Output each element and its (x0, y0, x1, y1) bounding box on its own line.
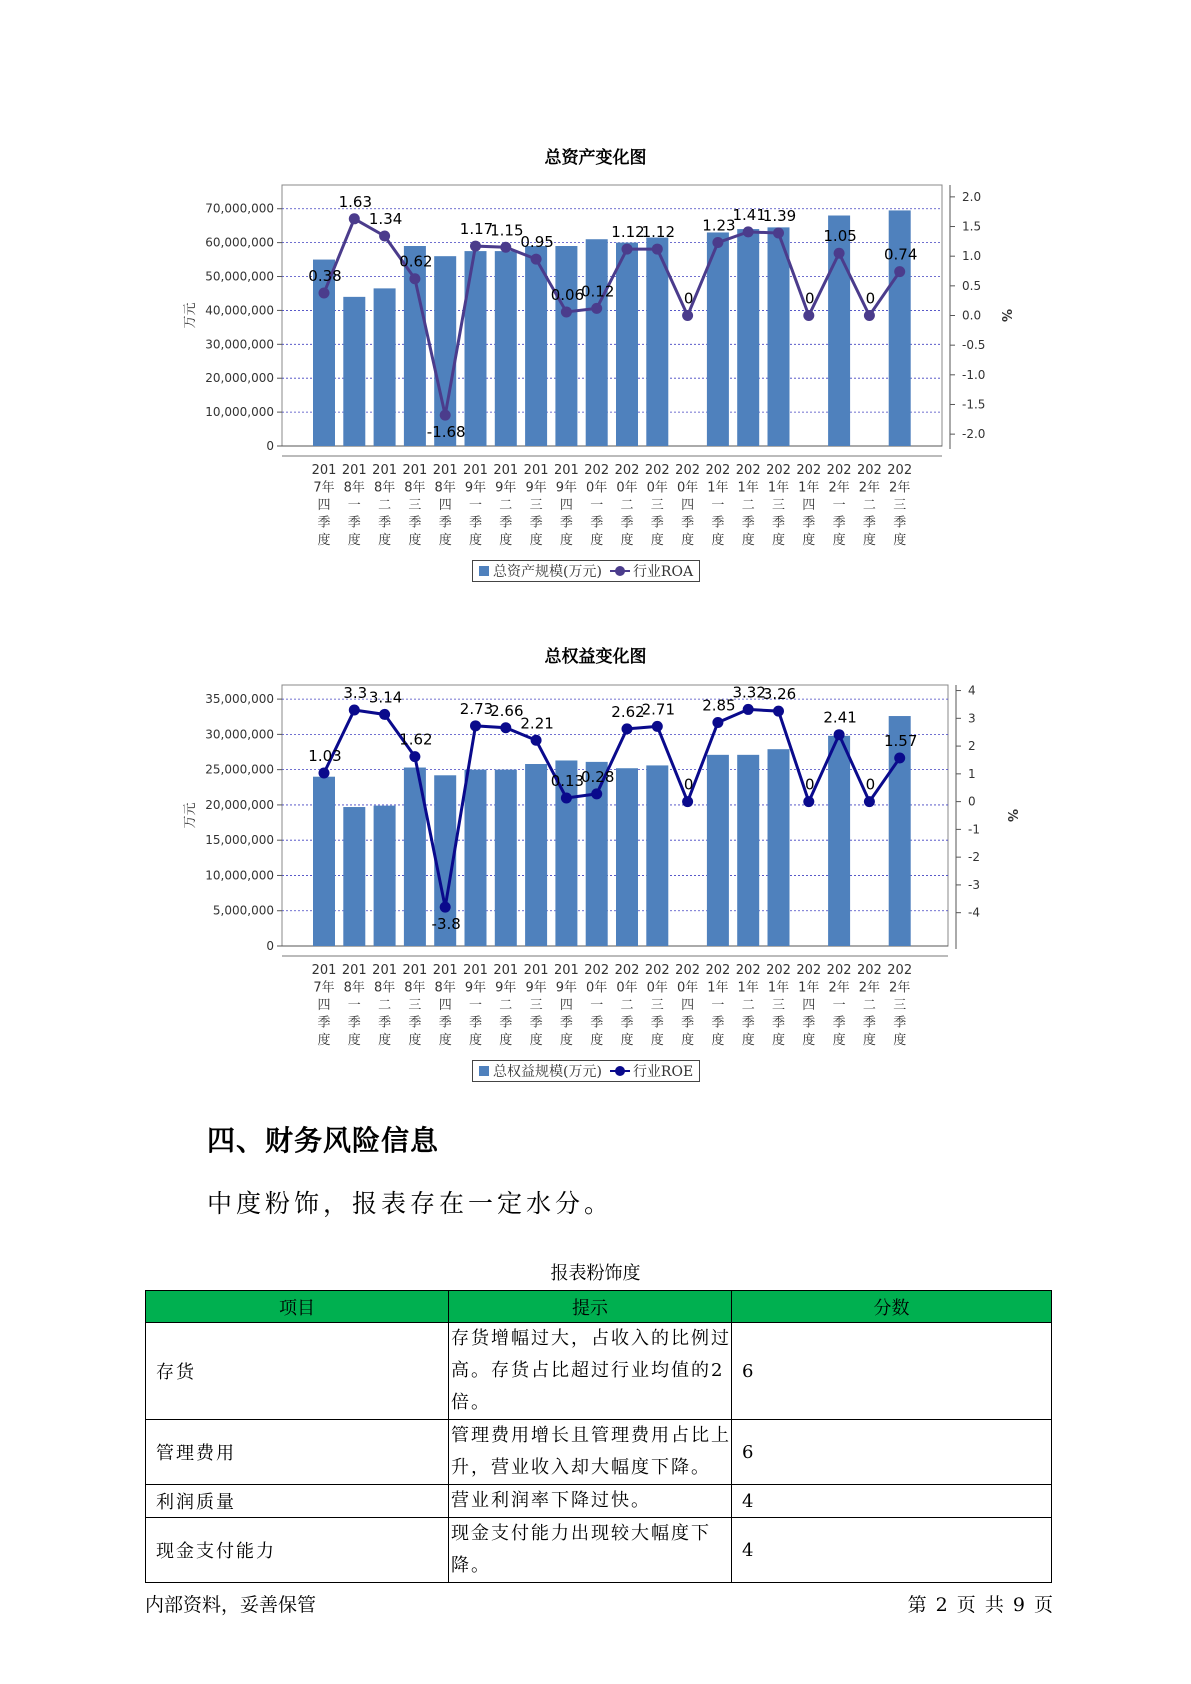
data-label: 1.62 (399, 730, 433, 749)
bar-legend-label: 总资产规模(万元) (493, 564, 602, 580)
data-label: 2.41 (823, 708, 857, 727)
data-label: 1.03 (308, 747, 342, 766)
y2-tick-label: -3 (968, 877, 980, 892)
y-tick-label: 20,000,000 (205, 371, 274, 386)
data-label: 1.17 (459, 220, 494, 239)
bar (495, 251, 517, 446)
data-label: 0 (683, 289, 694, 308)
data-label: 2.21 (520, 714, 554, 733)
line-point (894, 753, 905, 764)
y2-tick-label: -2.0 (962, 427, 986, 442)
line-point (864, 796, 875, 807)
x-tick-label: 202 2年三季度 (887, 463, 913, 548)
row-score: 4 (732, 1518, 1052, 1583)
line-legend-marker (610, 1066, 630, 1076)
data-label: 3.14 (368, 688, 403, 707)
y2-tick-label: 1.5 (962, 219, 982, 234)
line-point (682, 796, 693, 807)
x-tick-label: 201 8年三季度 (402, 463, 428, 548)
row-item: 利润质量 (146, 1485, 449, 1518)
x-tick-label: 202 1年三季度 (766, 463, 791, 548)
y2-tick-label: 1 (968, 766, 976, 781)
line-point (319, 768, 330, 779)
data-label: 2.71 (641, 700, 676, 719)
y-tick-label: 10,000,000 (205, 868, 274, 883)
line-point (561, 793, 572, 804)
x-tick-label: 202 0年一季度 (584, 963, 610, 1048)
y-tick-label: 10,000,000 (205, 405, 274, 420)
x-tick-label: 202 0年三季度 (644, 963, 670, 1048)
data-label: 0.95 (520, 233, 554, 252)
y2-axis-title: % (1004, 808, 1019, 823)
table-caption: 报表粉饰度 (550, 1263, 641, 1284)
bar (646, 765, 668, 946)
bar (768, 227, 790, 446)
header-item: 项目 (146, 1291, 449, 1323)
x-tick-label: 201 7年四季度 (311, 463, 337, 548)
row-hint: 现金支付能力出现较大幅度下降。 (449, 1518, 732, 1583)
x-tick-label: 201 8年一季度 (341, 463, 367, 548)
bar (465, 251, 487, 446)
line-point (409, 273, 420, 284)
x-tick-label: 202 1年二季度 (735, 963, 761, 1048)
x-tick-label: 202 2年三季度 (887, 963, 913, 1048)
data-label: 0 (865, 289, 876, 308)
risk-table (145, 1290, 1052, 1583)
y-tick-label: 40,000,000 (205, 303, 274, 318)
table-row (146, 1485, 1052, 1518)
chart-2-title: 总权益变化图 (544, 647, 647, 667)
data-label: 3.26 (762, 685, 797, 704)
line-point (319, 287, 330, 298)
bar (495, 770, 517, 946)
x-tick-label: 201 9年二季度 (493, 463, 519, 548)
bar (555, 246, 577, 446)
y2-tick-label: 2.0 (962, 189, 982, 204)
bar (707, 755, 729, 946)
x-tick-label: 201 9年一季度 (463, 463, 488, 548)
y2-tick-label: -0.5 (962, 338, 986, 353)
table-header-row (146, 1291, 1052, 1323)
data-label: 1.12 (611, 223, 645, 242)
data-label: 0.38 (308, 266, 342, 285)
y-axis-title: 万元 (183, 302, 198, 329)
total-equity-chart (0, 680, 1191, 1070)
row-item: 现金支付能力 (146, 1518, 449, 1583)
y-axis-title: 万元 (183, 802, 198, 829)
data-label: 2.73 (459, 699, 494, 718)
y-tick-label: 70,000,000 (205, 201, 274, 216)
line-point (894, 266, 905, 277)
x-tick-label: 202 1年三季度 (766, 963, 791, 1048)
bar (616, 768, 638, 946)
line-point (622, 244, 633, 255)
line-point (500, 722, 511, 733)
header-score: 分数 (732, 1291, 1052, 1323)
line-point (500, 242, 511, 253)
line-point (470, 720, 481, 731)
x-tick-label: 201 9年三季度 (523, 963, 549, 1048)
x-tick-label: 201 9年二季度 (493, 963, 519, 1048)
data-label: 0.12 (580, 282, 615, 301)
y2-tick-label: 4 (968, 683, 976, 698)
bar (374, 806, 396, 946)
x-tick-label: 202 0年二季度 (614, 963, 640, 1048)
table-row (146, 1420, 1052, 1485)
bar-legend-label: 总权益规模(万元) (493, 1064, 602, 1080)
line-point (773, 706, 784, 717)
line-point (682, 310, 693, 321)
bar-legend-swatch (479, 566, 489, 576)
data-label: 0.62 (399, 252, 433, 271)
x-tick-label: 202 0年四季度 (675, 463, 701, 548)
data-label: 0 (805, 289, 815, 308)
line-point (379, 231, 390, 242)
x-tick-label: 201 8年一季度 (341, 963, 367, 1048)
line-legend-label: 行业ROA (632, 564, 694, 580)
x-tick-label: 202 0年一季度 (584, 463, 610, 548)
bar (525, 764, 547, 946)
data-label: 1.63 (338, 192, 373, 211)
y2-tick-label: -1.0 (962, 367, 986, 382)
x-tick-label: 202 1年一季度 (705, 463, 731, 548)
x-tick-label: 201 9年一季度 (463, 963, 488, 1048)
bar (374, 288, 396, 446)
line-legend-marker (610, 566, 630, 576)
bar (616, 243, 638, 446)
data-label: 1.12 (641, 223, 676, 242)
footer-page-number: 第 2 页 共 9 页 (907, 1594, 1053, 1616)
x-tick-label: 202 2年二季度 (856, 963, 882, 1048)
bar (889, 716, 911, 946)
x-tick-label: 202 2年一季度 (826, 963, 852, 1048)
x-tick-label: 202 1年一季度 (705, 963, 731, 1048)
x-tick-label: 202 1年四季度 (796, 463, 822, 548)
row-hint: 存货增幅过大，占收入的比例过高。存货占比超过行业均值的2倍。 (449, 1323, 732, 1420)
chart-2-legend (472, 1060, 700, 1082)
bar-legend-swatch (479, 1066, 489, 1076)
line-point (349, 704, 360, 715)
data-label: 1.05 (823, 227, 857, 246)
section-heading: 四、财务风险信息 (207, 1124, 440, 1157)
line-point (652, 244, 663, 255)
data-label: 1.15 (490, 221, 524, 240)
data-label: 0 (683, 775, 694, 794)
data-label: -1.68 (426, 423, 466, 442)
y-tick-label: 50,000,000 (205, 269, 274, 284)
x-tick-label: 202 1年四季度 (796, 963, 822, 1048)
line-point (803, 796, 814, 807)
data-label: 0.06 (550, 285, 585, 304)
line-point (864, 310, 875, 321)
x-tick-label: 201 7年四季度 (311, 963, 337, 1048)
y-tick-label: 20,000,000 (205, 797, 274, 812)
y-tick-label: 0 (266, 439, 274, 453)
x-tick-label: 201 8年二季度 (372, 963, 398, 1048)
y-tick-label: 25,000,000 (205, 762, 274, 777)
line-point (652, 721, 663, 732)
bar (465, 770, 487, 946)
bar (343, 297, 365, 446)
chart-1-title: 总资产变化图 (544, 148, 647, 168)
row-score: 6 (732, 1323, 1052, 1420)
line-point (349, 213, 360, 224)
data-label: 0.28 (580, 767, 615, 786)
y2-tick-label: -1 (968, 822, 980, 837)
x-tick-label: 202 2年二季度 (856, 463, 882, 548)
line-point (531, 735, 542, 746)
x-tick-label: 201 9年四季度 (553, 963, 579, 1048)
line-point (591, 303, 602, 314)
x-tick-label: 202 0年二季度 (614, 463, 640, 548)
x-tick-label: 201 9年四季度 (553, 463, 579, 548)
line-point (591, 788, 602, 799)
line-point (409, 751, 420, 762)
data-label: 1.34 (368, 210, 403, 229)
bar (525, 246, 547, 446)
line-point (743, 226, 754, 237)
line-point (561, 306, 572, 317)
x-tick-label: 202 1年二季度 (735, 463, 761, 548)
table-row (146, 1323, 1052, 1420)
row-hint: 管理费用增长且管理费用占比上升，营业收入却大幅度下降。 (449, 1420, 732, 1485)
data-label: 1.57 (883, 732, 918, 751)
line-point (834, 248, 845, 259)
y2-tick-label: 0 (968, 794, 976, 809)
line-point (440, 410, 451, 421)
data-label: 0.74 (883, 245, 918, 264)
data-label: 2.62 (611, 702, 645, 721)
x-tick-label: 201 8年四季度 (432, 463, 458, 548)
y-tick-label: 60,000,000 (205, 235, 274, 250)
y2-tick-label: 1.0 (962, 249, 982, 264)
row-item: 存货 (146, 1323, 449, 1420)
y2-tick-label: 3 (968, 711, 976, 726)
y-tick-label: 30,000,000 (205, 337, 274, 352)
bar (586, 239, 608, 446)
data-label: 1.41 (732, 205, 766, 224)
total-assets-chart (0, 180, 1191, 570)
line-point (470, 241, 481, 252)
bar (737, 755, 759, 946)
data-label: 1.23 (702, 216, 736, 235)
data-label: -3.8 (431, 915, 461, 934)
data-label: 2.85 (702, 696, 736, 715)
line-point (531, 254, 542, 265)
x-tick-label: 202 0年四季度 (675, 963, 701, 1048)
line-point (440, 902, 451, 913)
header-hint: 提示 (449, 1291, 732, 1323)
bar (313, 777, 335, 946)
line-point (743, 704, 754, 715)
risk-summary: 中度粉饰，报表存在一定水分。 (207, 1189, 614, 1218)
y-tick-label: 35,000,000 (205, 692, 274, 707)
y2-tick-label: -2 (968, 850, 980, 865)
y2-tick-label: 0.5 (962, 278, 982, 293)
y-tick-label: 15,000,000 (205, 833, 274, 848)
line-point (834, 729, 845, 740)
x-tick-label: 201 8年二季度 (372, 463, 398, 548)
x-tick-label: 201 8年四季度 (432, 963, 458, 1048)
bar (343, 807, 365, 946)
y-tick-label: 5,000,000 (212, 903, 274, 918)
y2-tick-label: 0.0 (962, 308, 982, 323)
bar (737, 229, 759, 446)
row-hint: 营业利润率下降过快。 (449, 1485, 732, 1518)
line-point (712, 237, 723, 248)
data-label: 0.13 (550, 772, 585, 791)
y-tick-label: 0 (266, 939, 274, 953)
y2-tick-label: -4 (968, 905, 980, 920)
y2-axis-title: % (998, 308, 1013, 323)
y2-tick-label: -1.5 (962, 397, 986, 412)
line-legend-label: 行业ROE (632, 1064, 694, 1080)
x-tick-label: 201 9年三季度 (523, 463, 549, 548)
bar (828, 736, 850, 946)
y2-tick-label: 2 (968, 739, 976, 754)
line-point (803, 310, 814, 321)
bar (768, 749, 790, 946)
data-label: 2.66 (490, 701, 524, 720)
line-point (712, 717, 723, 728)
line-point (379, 709, 390, 720)
row-score: 4 (732, 1485, 1052, 1518)
chart-1-legend (472, 560, 700, 582)
x-tick-label: 201 8年三季度 (402, 963, 428, 1048)
data-label: 0 (805, 775, 815, 794)
data-label: 3.32 (732, 683, 766, 702)
row-item: 管理费用 (146, 1420, 449, 1485)
line-point (622, 723, 633, 734)
data-label: 3.3 (343, 683, 368, 702)
x-tick-label: 202 0年三季度 (644, 463, 670, 548)
data-label: 1.39 (762, 207, 797, 226)
table-row (146, 1518, 1052, 1583)
y-tick-label: 30,000,000 (205, 727, 274, 742)
row-score: 6 (732, 1420, 1052, 1485)
data-label: 0 (865, 775, 876, 794)
footer-confidential: 内部资料，妥善保管 (145, 1594, 317, 1616)
line-point (773, 228, 784, 239)
x-tick-label: 202 2年一季度 (826, 463, 852, 548)
